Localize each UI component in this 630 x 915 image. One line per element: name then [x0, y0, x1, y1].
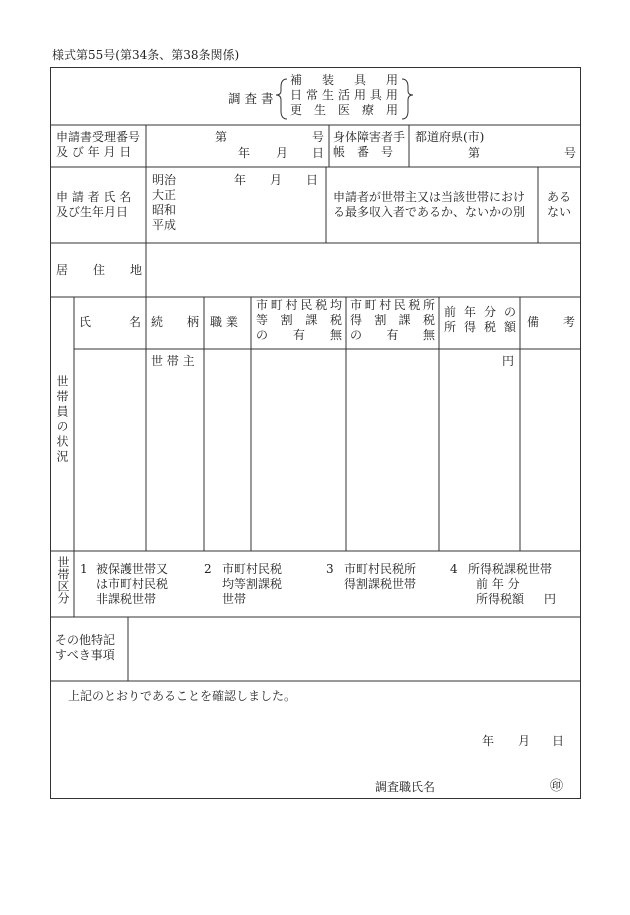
col-remarks-header: 備 考: [527, 315, 575, 329]
certificate-dai: 第: [468, 146, 481, 160]
receipt-year: 年: [238, 146, 251, 160]
confirm-year: 年: [482, 734, 495, 748]
survey-form: [50, 67, 581, 799]
receipt-number-label: 申請書受理番号 及 び 年 月 日: [56, 130, 141, 159]
col-income-tax-header: 市 町 村 民 税 所 得 割 課 税 の 有 無: [350, 298, 435, 342]
era-showa: 昭和: [152, 203, 177, 217]
confirm-day: 日: [552, 734, 565, 748]
col-name-header: 氏 名: [79, 315, 141, 329]
confirm-month: 月: [518, 734, 531, 748]
applicant-name-label: 申 請 者 氏 名 及び生年月日: [56, 190, 132, 219]
household-head-question: 申請者が世帯主又は当該世帯におけ る最多収入者であるか、ないかの別: [333, 190, 526, 219]
birth-year: 年: [234, 173, 247, 187]
title-option-rehab-medical: 更 生 医 療 用: [290, 103, 398, 117]
yes-no-choice: [547, 190, 571, 220]
choice-yes: ある: [547, 190, 572, 204]
era-taisho: 大正: [152, 188, 177, 202]
class-item-4: 4: [450, 562, 458, 576]
birth-month: 月: [270, 173, 283, 187]
certificate-number-label: 身体障害者手 帳 番 号: [333, 130, 406, 159]
class-item-4-text: 所得税課税世帯 前 年 分 所得税額: [468, 562, 553, 606]
address-label: 居 住 地: [56, 263, 142, 277]
seal-mark: ㊞: [550, 779, 564, 794]
confirmation-text: 上記のとおりであることを確認しました。: [68, 689, 297, 703]
col-occupation-header: 職 業: [210, 315, 238, 329]
head-of-household-cell: 世 帯 主: [151, 354, 195, 368]
class-item-2: 2: [204, 562, 212, 576]
title-option-daily-tools: 日 常 生 活 用 具 用: [290, 88, 398, 102]
col-equal-tax-header: 市 町 村 民 税 均 等 割 課 税 の 有 無: [256, 298, 342, 342]
class-item-1: 1: [80, 562, 88, 576]
receipt-day: 日: [312, 146, 325, 160]
choice-no: ない: [547, 205, 572, 219]
investigator-name-label: 調査職氏名: [375, 780, 436, 794]
household-members-label: 世帯員の状況: [55, 375, 69, 465]
era-meiji: 明治: [152, 173, 177, 187]
certificate-go: 号: [564, 146, 577, 160]
yen-unit: 円: [502, 354, 515, 368]
class-yen-unit: 円: [544, 592, 557, 606]
form-title: 調 査 書: [228, 91, 274, 106]
title-option-prosthetic: 補 装 具 用: [290, 73, 398, 87]
col-relation-header: 続 柄: [151, 315, 199, 329]
class-item-1-text: 被保護世帯又 は市町村民税 非課税世帯: [96, 562, 169, 606]
form-number: 様式第55号(第34条、第38条関係): [52, 48, 240, 62]
receipt-go: 号: [312, 130, 325, 144]
class-item-3-text: 市町村民税所 得割課税世帯: [344, 562, 417, 591]
class-item-3: 3: [326, 562, 334, 576]
birth-day: 日: [306, 173, 319, 187]
prefecture-label: 都道府県(市): [415, 130, 485, 144]
era-heisei: 平成: [152, 218, 177, 232]
receipt-dai: 第: [215, 130, 228, 144]
col-prev-year-tax-header: 前 年 分 の 所 得 税 額: [444, 305, 516, 334]
household-classification-label: 世帯区分: [56, 556, 70, 604]
special-notes-label: その他特記 すべき事項: [55, 633, 116, 662]
receipt-month: 月: [276, 146, 289, 160]
class-item-2-text: 市町村民税 均等割課税 世帯: [222, 562, 283, 606]
era-list: [152, 173, 176, 233]
